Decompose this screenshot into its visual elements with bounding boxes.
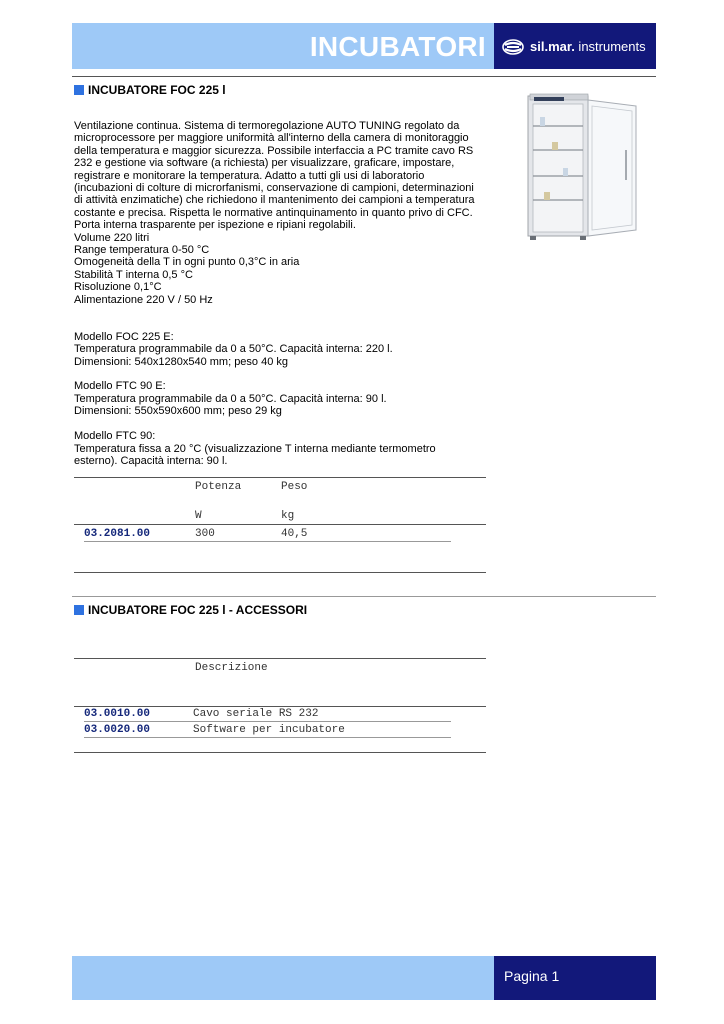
table-rule: [74, 658, 486, 659]
accessory-code: 03.0020.00: [84, 724, 151, 736]
accessory-code: 03.0010.00: [84, 708, 151, 720]
model-line: Dimensioni: 540x1280x540 mm; peso 40 kg: [74, 355, 289, 368]
column-unit-weight: kg: [281, 510, 295, 522]
model-line: Dimensioni: 550x590x600 mm; peso 29 kg: [74, 405, 282, 418]
table-rule: [74, 524, 486, 525]
spec-line: Omogeneità della T in ogni punto 0,3°C in aria: [74, 256, 300, 269]
incubator-image: [508, 90, 638, 242]
accessory-description: Software per incubatore: [193, 724, 345, 736]
model-name: Modello FOC 225 E:: [74, 330, 174, 343]
section-title-text: INCUBATORE FOC 225 l: [88, 83, 226, 97]
desc-line: Ventilazione continua. Sistema di termoregolazione AUTO TUNING regolato da: [74, 120, 460, 132]
spec-line: Range temperatura 0-50 °C: [74, 244, 210, 257]
weight-value: 40,5: [281, 528, 308, 540]
header-rule: [72, 76, 656, 77]
model-line: Temperatura fissa a 20 °C (visualizzazione T interna mediante termometro: [74, 442, 436, 455]
table-rule: [74, 477, 486, 478]
desc-line: della temperatura e maggior sicurezza. Possibile interfaccia a PC tramite cavo RS: [74, 144, 474, 157]
silmar-logo-icon: [502, 39, 524, 55]
bullet-square-icon: [74, 605, 84, 615]
model-line: Temperatura programmabile da 0 a 50°C. Capacità interna: 220 l.: [74, 343, 393, 356]
column-header-power: Potenza: [195, 481, 242, 493]
accessory-description: Cavo seriale RS 232: [193, 708, 319, 720]
table-row-rule: [84, 541, 451, 542]
table-row-rule: [84, 721, 451, 722]
column-header-description: Descrizione: [195, 662, 268, 674]
spec-line: Volume 220 litri: [74, 231, 150, 244]
logo-suffix-text: instruments: [574, 39, 646, 54]
page-title: INCUBATORI: [309, 31, 486, 62]
table-row-rule: [84, 737, 451, 738]
spec-line: Risoluzione 0,1°C: [74, 281, 162, 294]
model-name: Modello FTC 90 E:: [74, 380, 166, 393]
section-title: [74, 603, 307, 617]
model-line: esterno). Capacità interna: 90 l.: [74, 454, 228, 467]
spec-line: Stabilità T interna 0,5 °C: [74, 268, 193, 281]
section-rule: [72, 596, 656, 597]
bullet-square-icon: [74, 85, 84, 95]
model-name: Modello FTC 90:: [74, 430, 156, 443]
desc-line: 232 e gestione via software (a richiesta) per visualizzare, graficare, impostare,: [74, 157, 455, 170]
page-number: Pagina 1: [504, 968, 560, 984]
column-header-weight: Peso: [281, 481, 308, 493]
product-description: [74, 120, 486, 467]
desc-line: Porta interna trasparente per ispezione e ripiani regolabili.: [74, 219, 356, 232]
power-value: 300: [195, 528, 215, 540]
spec-line: Alimentazione 220 V / 50 Hz: [74, 293, 213, 306]
desc-line: (incubazioni di colture di microrfanismi, conservazione di campioni, determinazioni: [74, 182, 474, 195]
product-code: 03.2081.00: [84, 528, 151, 540]
brand-logo: [502, 38, 646, 56]
desc-line: di attività enzimatiche) che richiedono il mantenimento dei campioni a temperatura: [74, 194, 475, 207]
desc-line: microprocessore per maggiore uniformità all'interno della camera di monitoraggio: [74, 132, 469, 145]
table-rule: [74, 752, 486, 753]
model-line: Temperatura programmabile da 0 a 50°C. Capacità interna: 90 l.: [74, 392, 387, 405]
column-unit-power: W: [195, 510, 202, 522]
section-title: [74, 83, 226, 97]
section-title-text: INCUBATORE FOC 225 l - ACCESSORI: [88, 603, 308, 617]
desc-line: registrare e monitorare la temperatura. Adatto a tutti gli usi di laboratorio: [74, 169, 425, 182]
table-rule: [74, 706, 486, 707]
logo-brand-text: sil.mar.: [530, 39, 575, 54]
desc-line: costante e precisa. Rispetta le normative antinquinamento in quanto privo di CFC.: [74, 206, 473, 219]
table-rule: [74, 572, 486, 573]
